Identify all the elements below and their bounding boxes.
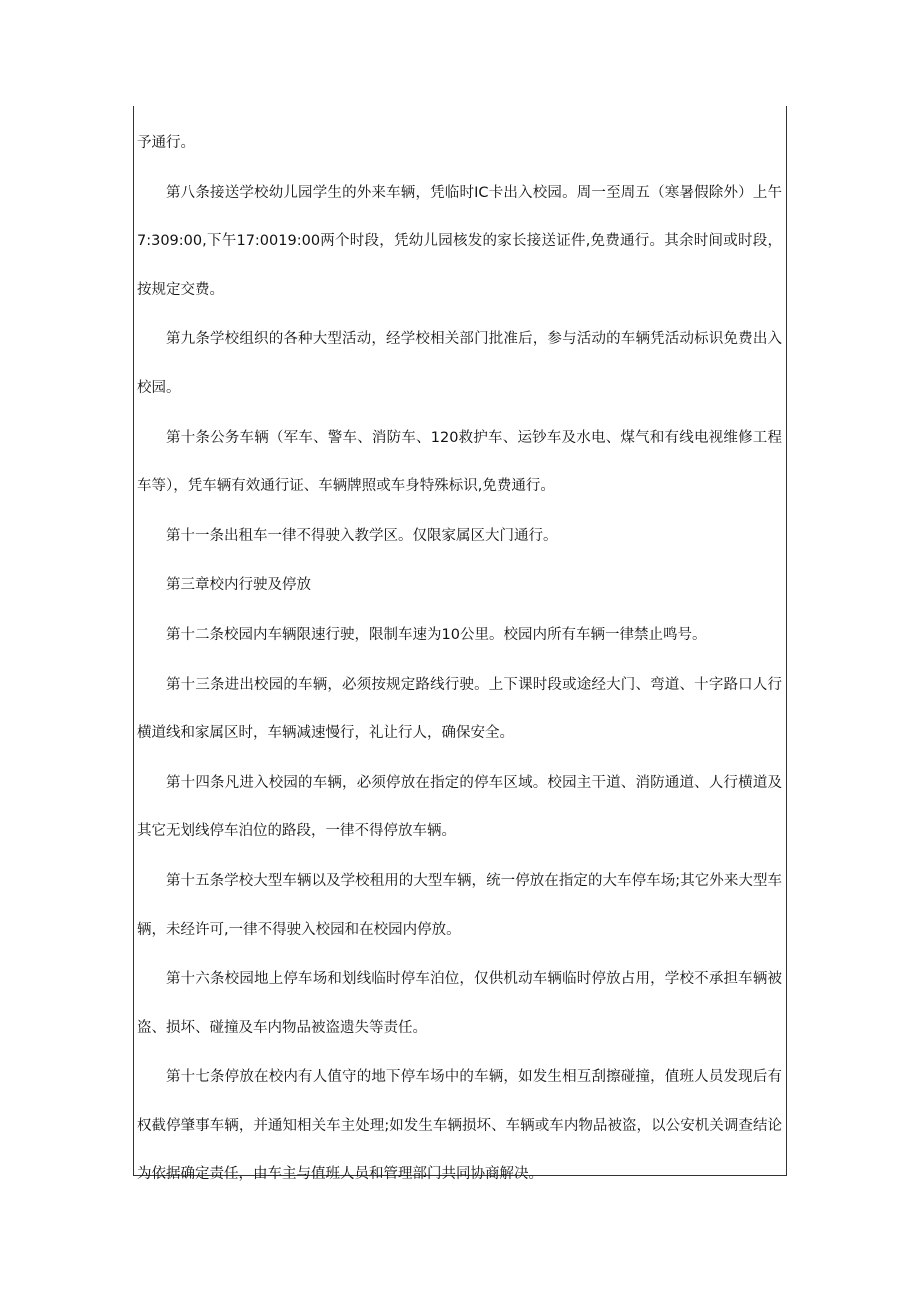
document-body (137, 119, 782, 1200)
paragraph-article-9: 第九条学校组织的各种大型活动，经学校相关部门批准后，参与活动的车辆凭活动标识免费出入校园。 (137, 331, 782, 396)
paragraph-article-13: 第十三条进出校园的车辆，必须按规定路线行驶。上下课时段或途经大门、弯道、十字路口人行横道线和家属区时，车辆减速慢行，礼让行人，确保安全。 (137, 676, 782, 742)
paragraph-article-14: 第十四条凡进入校园的车辆，必须停放在指定的停车区域。校园主干道、消防通道、人行横道及其它无划线停车泊位的路段，一律不得停放车辆。 (137, 774, 782, 840)
paragraph-article-8: 第八条接送学校幼儿园学生的外来车辆，凭临时IC卡出入校园。周一至周五（寒暑假除外）上午7:309:00,下午17:0019:00两个时段，凭幼儿园核发的家长接送证件,免费通行。其余时间或时段，按规定交费。 (137, 184, 782, 298)
paragraph-article-15: 第十五条学校大型车辆以及学校租用的大型车辆，统一停放在指定的大车停车场;其它外来大型车辆，未经许可,一律不得驶入校园和在校园内停放。 (137, 872, 782, 938)
paragraph-article-16: 第十六条校园地上停车场和划线临时停车泊位，仅供机动车辆临时停放占用，学校不承担车辆被盗、损坏、碰撞及车内物品被盗遗失等责任。 (137, 971, 782, 1036)
paragraph-article-12: 第十二条校园内车辆限速行驶，限制车速为10公里。校园内所有车辆一律禁止鸣号。 (166, 626, 707, 643)
paragraph-continuation: 予通行。 (137, 135, 195, 151)
chapter-heading-3: 第三章校内行驶及停放 (166, 577, 311, 594)
paragraph-article-10: 第十条公务车辆（军车、警车、消防车、120救护车、运钞车及水电、煤气和有线电视维修工程车等），凭车辆有效通行证、车辆牌照或车身特殊标识,免费通行。 (137, 429, 782, 495)
paragraph-article-17: 第十七条停放在校内有人值守的地下停车场中的车辆，如发生相互刮擦碰撞，值班人员发现后有权截停肇事车辆，并通知相关车主处理;如发生车辆损坏、车辆或车内物品被盗，以公安机关调查结论为依据确定责任，由车主与值班人员和管理部门共同协商解决。 (137, 1069, 782, 1183)
paragraph-article-11: 第十一条出租车一律不得驶入教学区。仅限家属区大门通行。 (166, 527, 558, 544)
